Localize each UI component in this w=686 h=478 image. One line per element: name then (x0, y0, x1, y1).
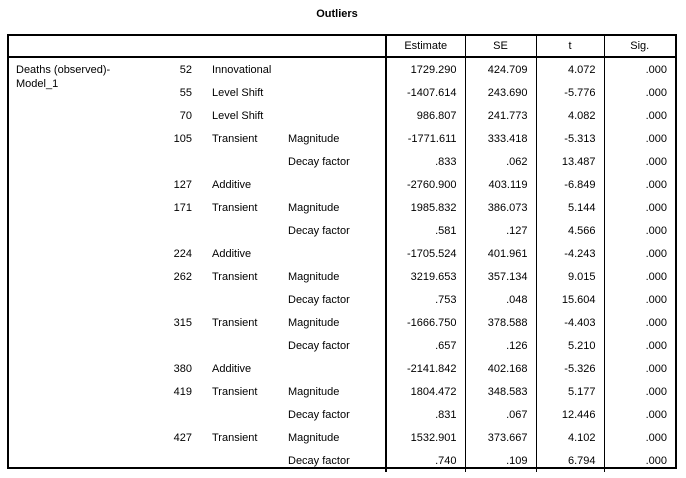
observation-cell (134, 334, 212, 357)
parameter-cell (288, 104, 386, 127)
se-cell: .062 (465, 150, 536, 173)
parameter-cell: Decay factor (288, 454, 350, 467)
se-cell: 243.690 (465, 81, 536, 104)
observation-cell: 419 (173, 385, 192, 398)
parameter-cell: Magnitude (288, 316, 340, 329)
t-cell: -4.403 (536, 311, 604, 334)
sig-cell: .000 (604, 311, 675, 334)
outlier-type-cell (212, 150, 288, 173)
se-cell: 424.709 (465, 57, 536, 81)
t-cell: 5.177 (536, 380, 604, 403)
parameter-cell: Magnitude (288, 201, 340, 214)
parameter-cell: Decay factor (288, 155, 350, 168)
t-cell: -5.776 (536, 81, 604, 104)
estimate-cell: -1407.614 (386, 81, 465, 104)
outlier-type-cell (212, 334, 288, 357)
observation-cell (134, 288, 212, 311)
parameter-cell (288, 242, 386, 265)
t-cell: 9.015 (536, 265, 604, 288)
observation-cell: 70 (179, 109, 192, 122)
sig-cell: .000 (604, 288, 675, 311)
observation-cell (134, 449, 212, 472)
observation-cell: 171 (173, 201, 192, 214)
observation-cell (134, 403, 212, 426)
t-cell: 4.082 (536, 104, 604, 127)
parameter-cell (288, 173, 386, 196)
observation-cell: 105 (173, 132, 192, 145)
estimate-cell: 1532.901 (386, 426, 465, 449)
t-cell: 5.210 (536, 334, 604, 357)
observation-cell: 262 (173, 270, 192, 283)
estimate-cell: 1804.472 (386, 380, 465, 403)
estimate-cell: -2760.900 (386, 173, 465, 196)
header-sig: Sig. (604, 36, 675, 57)
se-cell: .127 (465, 219, 536, 242)
t-cell: 12.446 (536, 403, 604, 426)
parameter-cell: Decay factor (288, 408, 350, 421)
estimate-cell: .831 (386, 403, 465, 426)
sig-cell: .000 (604, 265, 675, 288)
sig-cell: .000 (604, 104, 675, 127)
outlier-type-cell: Level Shift (212, 109, 264, 122)
table-row (9, 57, 675, 81)
se-cell: 241.773 (465, 104, 536, 127)
outlier-type-cell: Transient (212, 316, 258, 329)
observation-cell: 224 (173, 247, 192, 260)
parameter-cell: Decay factor (288, 293, 350, 306)
t-cell: -5.313 (536, 127, 604, 150)
observation-cell: 315 (173, 316, 192, 329)
se-cell: .109 (465, 449, 536, 472)
sig-cell: .000 (604, 334, 675, 357)
observation-cell: 127 (173, 178, 192, 191)
parameter-cell (288, 357, 386, 380)
outlier-type-cell: Transient (212, 431, 258, 444)
estimate-cell: 3219.653 (386, 265, 465, 288)
t-cell: 4.072 (536, 57, 604, 81)
outlier-type-cell: Additive (212, 362, 252, 375)
sig-cell: .000 (604, 242, 675, 265)
se-cell: 378.588 (465, 311, 536, 334)
estimate-cell: -1771.611 (386, 127, 465, 150)
outlier-type-cell: Additive (212, 247, 252, 260)
t-cell: 13.487 (536, 150, 604, 173)
estimate-cell: 1985.832 (386, 196, 465, 219)
sig-cell: .000 (604, 380, 675, 403)
outlier-type-cell (212, 449, 288, 472)
header-estimate: Estimate (386, 36, 465, 57)
se-cell: 386.073 (465, 196, 536, 219)
estimate-cell: -2141.842 (386, 357, 465, 380)
header-se: SE (465, 36, 536, 57)
sig-cell: .000 (604, 150, 675, 173)
t-cell: 15.604 (536, 288, 604, 311)
model-label: Deaths (observed)-Model_1 (16, 64, 111, 90)
header-t: t (536, 36, 604, 57)
se-cell: .067 (465, 403, 536, 426)
header-spacer (134, 36, 212, 57)
parameter-cell: Decay factor (288, 339, 350, 352)
estimate-cell: .657 (386, 334, 465, 357)
estimate-cell: -1666.750 (386, 311, 465, 334)
se-cell: 373.667 (465, 426, 536, 449)
t-cell: 4.102 (536, 426, 604, 449)
sig-cell: .000 (604, 196, 675, 219)
sig-cell: .000 (604, 426, 675, 449)
table-title: Outliers (316, 8, 358, 20)
table-body (9, 57, 675, 472)
outlier-type-cell: Additive (212, 178, 252, 191)
sig-cell: .000 (604, 57, 675, 81)
parameter-cell: Magnitude (288, 132, 340, 145)
outlier-type-cell: Innovational (212, 63, 272, 76)
t-cell: -6.849 (536, 173, 604, 196)
outlier-type-cell: Transient (212, 132, 258, 145)
outlier-type-cell: Transient (212, 270, 258, 283)
sig-cell: .000 (604, 127, 675, 150)
sig-cell: .000 (604, 357, 675, 380)
header-spacer (288, 36, 386, 57)
se-cell: 357.134 (465, 265, 536, 288)
sig-cell: .000 (604, 219, 675, 242)
estimate-cell: .753 (386, 288, 465, 311)
parameter-cell: Decay factor (288, 224, 350, 237)
sig-cell: .000 (604, 81, 675, 104)
se-cell: 401.961 (465, 242, 536, 265)
estimate-cell: -1705.524 (386, 242, 465, 265)
estimate-cell: .740 (386, 449, 465, 472)
se-cell: 403.119 (465, 173, 536, 196)
outliers-table (9, 36, 675, 472)
parameter-cell: Magnitude (288, 385, 340, 398)
estimate-cell: .833 (386, 150, 465, 173)
parameter-cell: Magnitude (288, 270, 340, 283)
se-cell: .048 (465, 288, 536, 311)
observation-cell: 55 (179, 86, 192, 99)
se-cell: 348.583 (465, 380, 536, 403)
sig-cell: .000 (604, 173, 675, 196)
outlier-type-cell: Level Shift (212, 86, 264, 99)
estimate-cell: 986.807 (386, 104, 465, 127)
se-cell: 333.418 (465, 127, 536, 150)
t-cell: 4.566 (536, 219, 604, 242)
outlier-type-cell: Transient (212, 385, 258, 398)
outlier-type-cell (212, 288, 288, 311)
se-cell: .126 (465, 334, 536, 357)
parameter-cell: Magnitude (288, 431, 340, 444)
estimate-cell: 1729.290 (386, 57, 465, 81)
observation-cell (134, 150, 212, 173)
parameter-cell (288, 81, 386, 104)
observation-cell: 52 (179, 63, 192, 76)
estimate-cell: .581 (386, 219, 465, 242)
se-cell: 402.168 (465, 357, 536, 380)
observation-cell: 380 (173, 362, 192, 375)
t-cell: 5.144 (536, 196, 604, 219)
t-cell: -4.243 (536, 242, 604, 265)
t-cell: -5.326 (536, 357, 604, 380)
observation-cell: 427 (173, 431, 192, 444)
header-row (9, 36, 675, 57)
t-cell: 6.794 (536, 449, 604, 472)
header-spacer (9, 36, 134, 57)
outlier-type-cell (212, 219, 288, 242)
header-spacer (212, 36, 288, 57)
sig-cell: .000 (604, 403, 675, 426)
observation-cell (134, 219, 212, 242)
outlier-type-cell: Transient (212, 201, 258, 214)
outlier-type-cell (212, 403, 288, 426)
parameter-cell (288, 57, 386, 81)
sig-cell: .000 (604, 449, 675, 472)
